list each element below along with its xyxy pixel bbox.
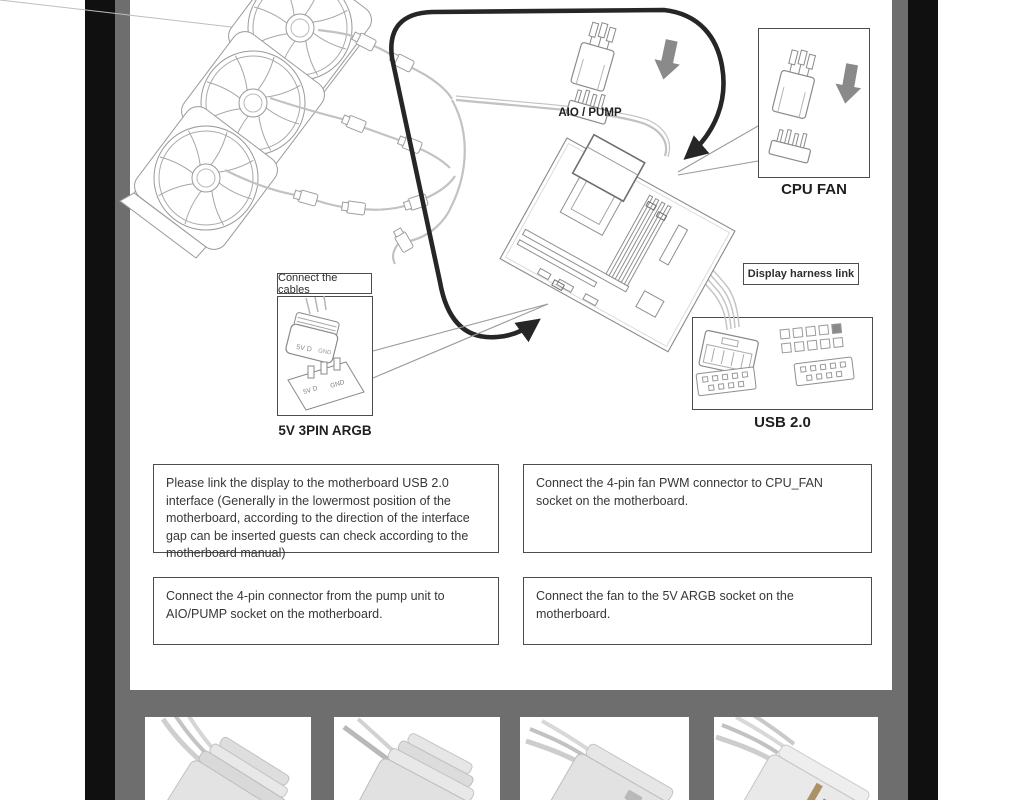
cpu-fan-label: CPU FAN [781,181,847,198]
argb-label: 5V 3PIN ARGB [278,423,372,438]
connector-photo-tile [520,717,689,800]
pwm-fan-plug-photo [520,717,689,800]
motherboard-illustration [500,124,743,352]
usb2-header-connector-icon [696,324,854,396]
down-arrow-icon [832,62,865,106]
down-arrow-icon [651,38,685,83]
argb-3pin-plug-photo [145,717,311,800]
svg-text:GND: GND [329,378,346,390]
leader-line [678,161,758,175]
argb-3pin-plug-angle-photo [334,717,500,800]
connect-cables-label: Connect the cables [277,273,372,294]
instruction-text: Connect the 4-pin connector from the pump unit to AIO/PUMP socket on the motherboard. [166,589,445,621]
svg-text:GND: GND [317,348,332,357]
radiator-three-fans-illustration [0,0,377,258]
cpu-fan-4pin-connector-icon [769,47,865,164]
leader-line [678,126,758,172]
aio-pump-label: AIO / PUMP [558,107,622,119]
instruction-text: Please link the display to the motherboard USB 2.0 interface (Generally in the lowermost position of the motherboard, according to the direction of the interface gap can be inserted guests can check according to the motherboard manual) [166,476,470,560]
instruction-box-cpu-fan [523,464,872,553]
connector-photo-tile [145,717,311,800]
connector-photo-tile [714,717,878,800]
display-harness-label: Display harness link [743,263,859,285]
instruction-text: Connect the fan to the 5V ARGB socket on the motherboard. [536,589,794,621]
svg-text:5V D: 5V D [295,343,313,354]
fan-4pin-plug-pins-photo [714,717,878,800]
instruction-box-usb-display [153,464,499,560]
leader-line [373,304,548,351]
svg-text:5V D: 5V D [302,384,319,396]
usb-label: USB 2.0 [754,414,811,431]
instruction-box-aio-pump [153,577,499,645]
instruction-box-argb [523,577,872,645]
connector-photo-tile [334,717,500,800]
instruction-text: Connect the 4-pin fan PWM connector to CPU_FAN socket on the motherboard. [536,476,823,508]
argb-3pin-connector-icon [285,296,364,410]
leader-line [373,304,548,378]
